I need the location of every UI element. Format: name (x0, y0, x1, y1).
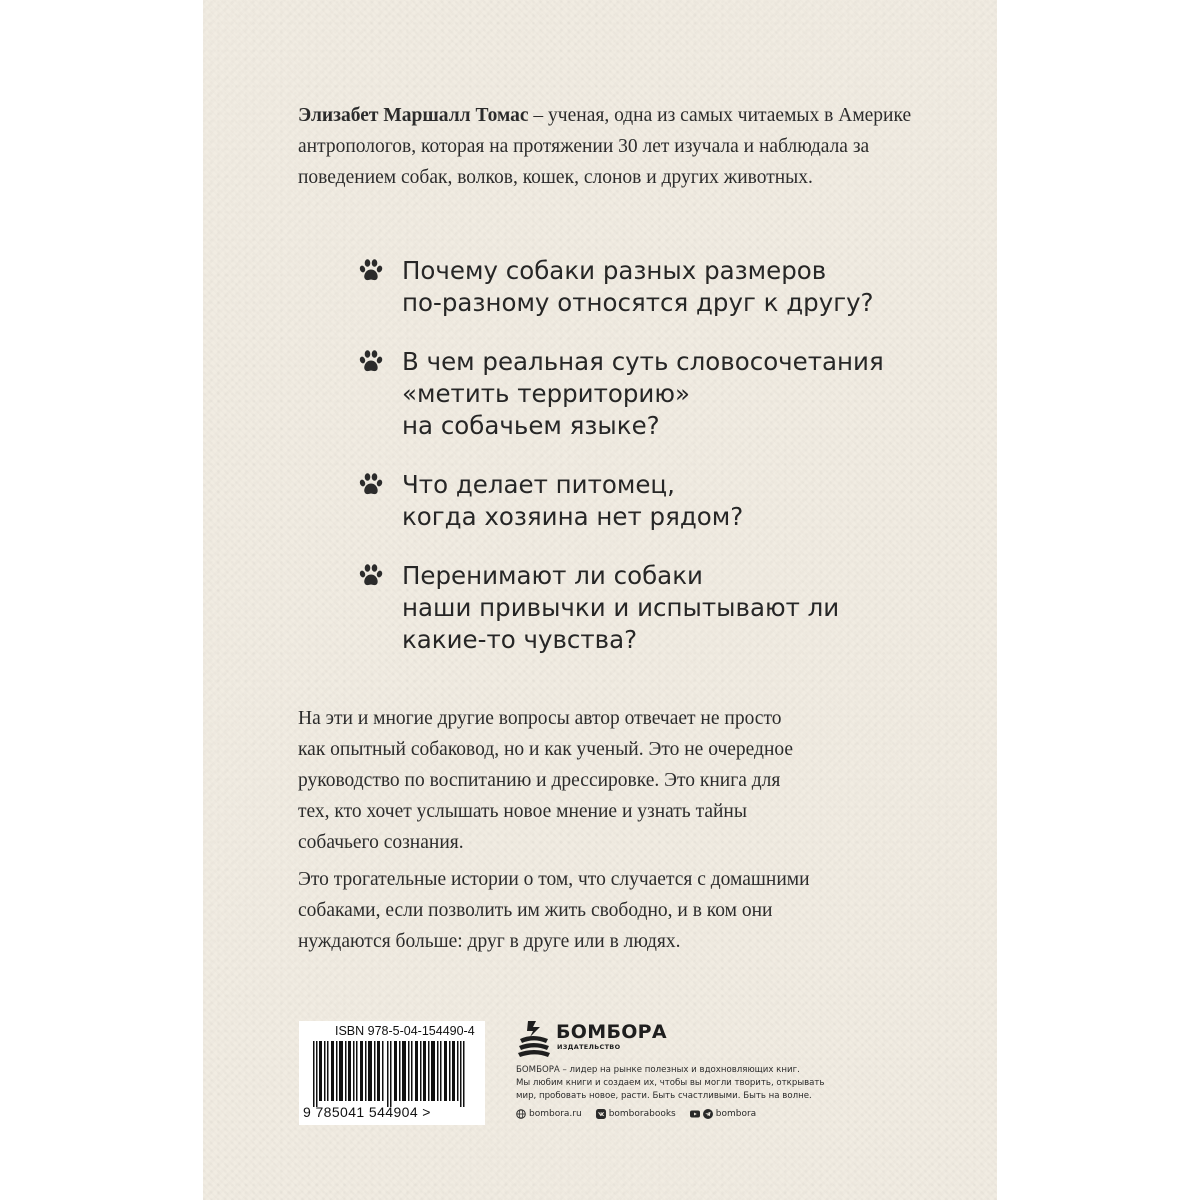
description-paragraph-2: Это трогательные истории о том, что случается с домашними собаками, если позволить им жить свободно, и в ком они нуждаются больше: друг в друге или в людях. (298, 869, 810, 952)
social-label: bombora (715, 1108, 757, 1119)
author-name: Элизабет Маршалл Томас (298, 105, 529, 126)
paw-icon (358, 258, 384, 284)
social-links (516, 1109, 886, 1119)
question-item (356, 560, 916, 656)
question-text: Перенимают ли собаки наши привычки и испытывают ли какие-то чувства? (402, 561, 840, 654)
paw-icon (358, 472, 384, 498)
question-text: В чем реальная суть словосочетания «метить территорию» на собачьем языке? (402, 347, 884, 440)
question-text: Что делает питомец, когда хозяина нет рядом? (402, 470, 744, 531)
description-paragraph-1: На эти и многие другие вопросы автор отвечает не просто как опытный собаковод, но и как ученый. Это не очередное руководство по воспитанию и дрессировке. Это книга для тех, кто хочет услышать новое мнение и узнать тайны собачьего сознания. (298, 708, 794, 853)
bombora-logo-icon (516, 1019, 552, 1059)
social-label: bombora.ru (529, 1108, 582, 1119)
vk-icon (596, 1109, 606, 1119)
question-item (356, 469, 916, 533)
question-item (356, 346, 916, 442)
social-link-vk[interactable] (596, 1109, 676, 1119)
question-item (356, 255, 916, 319)
publisher-subtitle: ИЗДАТЕЛЬСТВО (557, 1043, 621, 1051)
paw-icon (358, 563, 384, 589)
social-label: bomborabooks (608, 1108, 676, 1119)
question-text: Почему собаки разных размеров по-разному относятся друг к другу? (402, 256, 874, 317)
publisher-logo (516, 1017, 886, 1059)
author-intro (298, 100, 938, 193)
barcode-icon (313, 1041, 473, 1107)
publisher-block (516, 1017, 886, 1119)
author-description: – ученая, одна из самых читаемых в Америке антропологов, которая на протяжении 30 лет изучала и наблюдала за поведением собак, волков, кошек, слонов и других животных. (298, 105, 912, 188)
publisher-tagline: БОМБОРА – лидер на рынке полезных и вдохновляющих книг. Мы любим книги и создаем их, чтобы вы могли творить, открывать мир, пробовать новое, расти. Быть счастливыми. Быть на волне. (516, 1065, 825, 1102)
isbn-label: ISBN 978-5-04-154490-4 (335, 1024, 475, 1038)
social-link-website[interactable] (516, 1109, 582, 1119)
social-link-youtube-telegram[interactable] (690, 1109, 756, 1119)
telegram-icon (703, 1109, 713, 1119)
isbn-barcode (299, 1021, 485, 1125)
globe-icon (516, 1109, 526, 1119)
youtube-icon (690, 1109, 700, 1119)
publisher-name: БОМБОРА (556, 1021, 667, 1043)
paw-icon (358, 349, 384, 375)
barcode-digits: 9 785041 544904 > (303, 1104, 431, 1120)
questions-list (356, 255, 916, 683)
